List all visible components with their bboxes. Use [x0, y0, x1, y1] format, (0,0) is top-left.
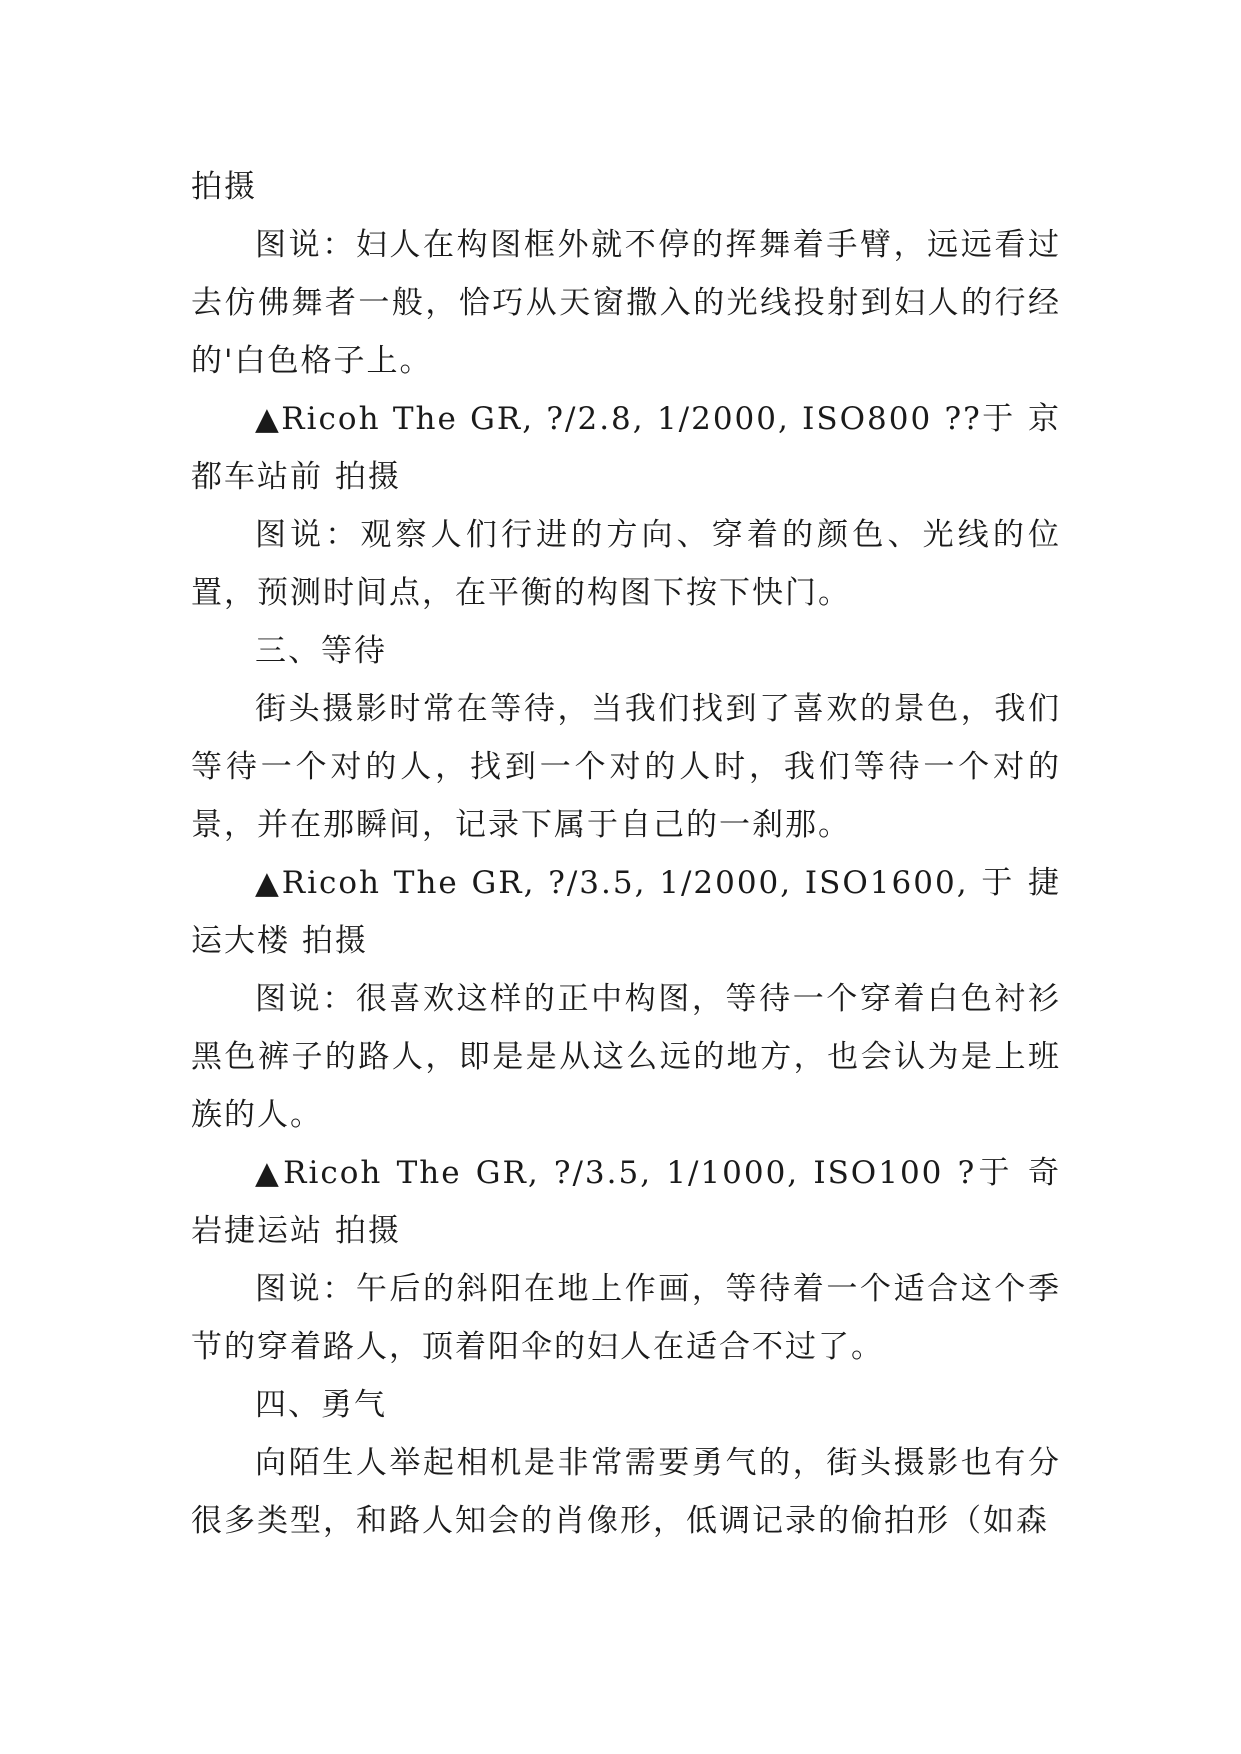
caption-paragraph: 图说：妇人在构图框外就不停的挥舞着手臂，远远看过去仿佛舞者一般，恰巧从天窗撒入的光线投射到妇人的行经的'白色格子上。	[191, 227, 1061, 379]
caption-paragraph: 图说：很喜欢这样的正中构图，等待一个穿着白色衬衫黑色裤子的路人，即是是从这么远的地方，也会认为是上班族的人。	[191, 981, 1061, 1133]
body-text	[191, 158, 1061, 1550]
section-heading: 三、等待	[255, 633, 387, 669]
section-heading: 四、勇气	[255, 1387, 387, 1423]
caption-paragraph: 图说：午后的斜阳在地上作画，等待着一个适合这个季节的穿着路人，顶着阳伞的妇人在适合不过了。	[191, 1271, 1061, 1365]
photo-credit: ▲Ricoh The GR, ?/2.8, 1/2000, ISO800 ??于 京都车站前 拍摄	[191, 401, 1061, 495]
body-paragraph: 向陌生人举起相机是非常需要勇气的，街头摄影也有分很多类型，和路人知会的肖像形，低调记录的偷拍形（如森	[191, 1445, 1061, 1539]
photo-credit: ▲Ricoh The GR, ?/3.5, 1/1000, ISO100 ?于 奇岩捷运站 拍摄	[191, 1155, 1061, 1249]
body-paragraph: 街头摄影时常在等待，当我们找到了喜欢的景色，我们等待一个对的人，找到一个对的人时，我们等待一个对的景，并在那瞬间，记录下属于自己的一刹那。	[191, 691, 1061, 843]
paragraph-continued: 拍摄	[191, 169, 257, 205]
photo-credit: ▲Ricoh The GR, ?/3.5, 1/2000, ISO1600, 于 捷运大楼 拍摄	[191, 865, 1061, 959]
caption-paragraph: 图说：观察人们行进的方向、穿着的颜色、光线的位置，预测时间点，在平衡的构图下按下快门。	[191, 517, 1061, 611]
